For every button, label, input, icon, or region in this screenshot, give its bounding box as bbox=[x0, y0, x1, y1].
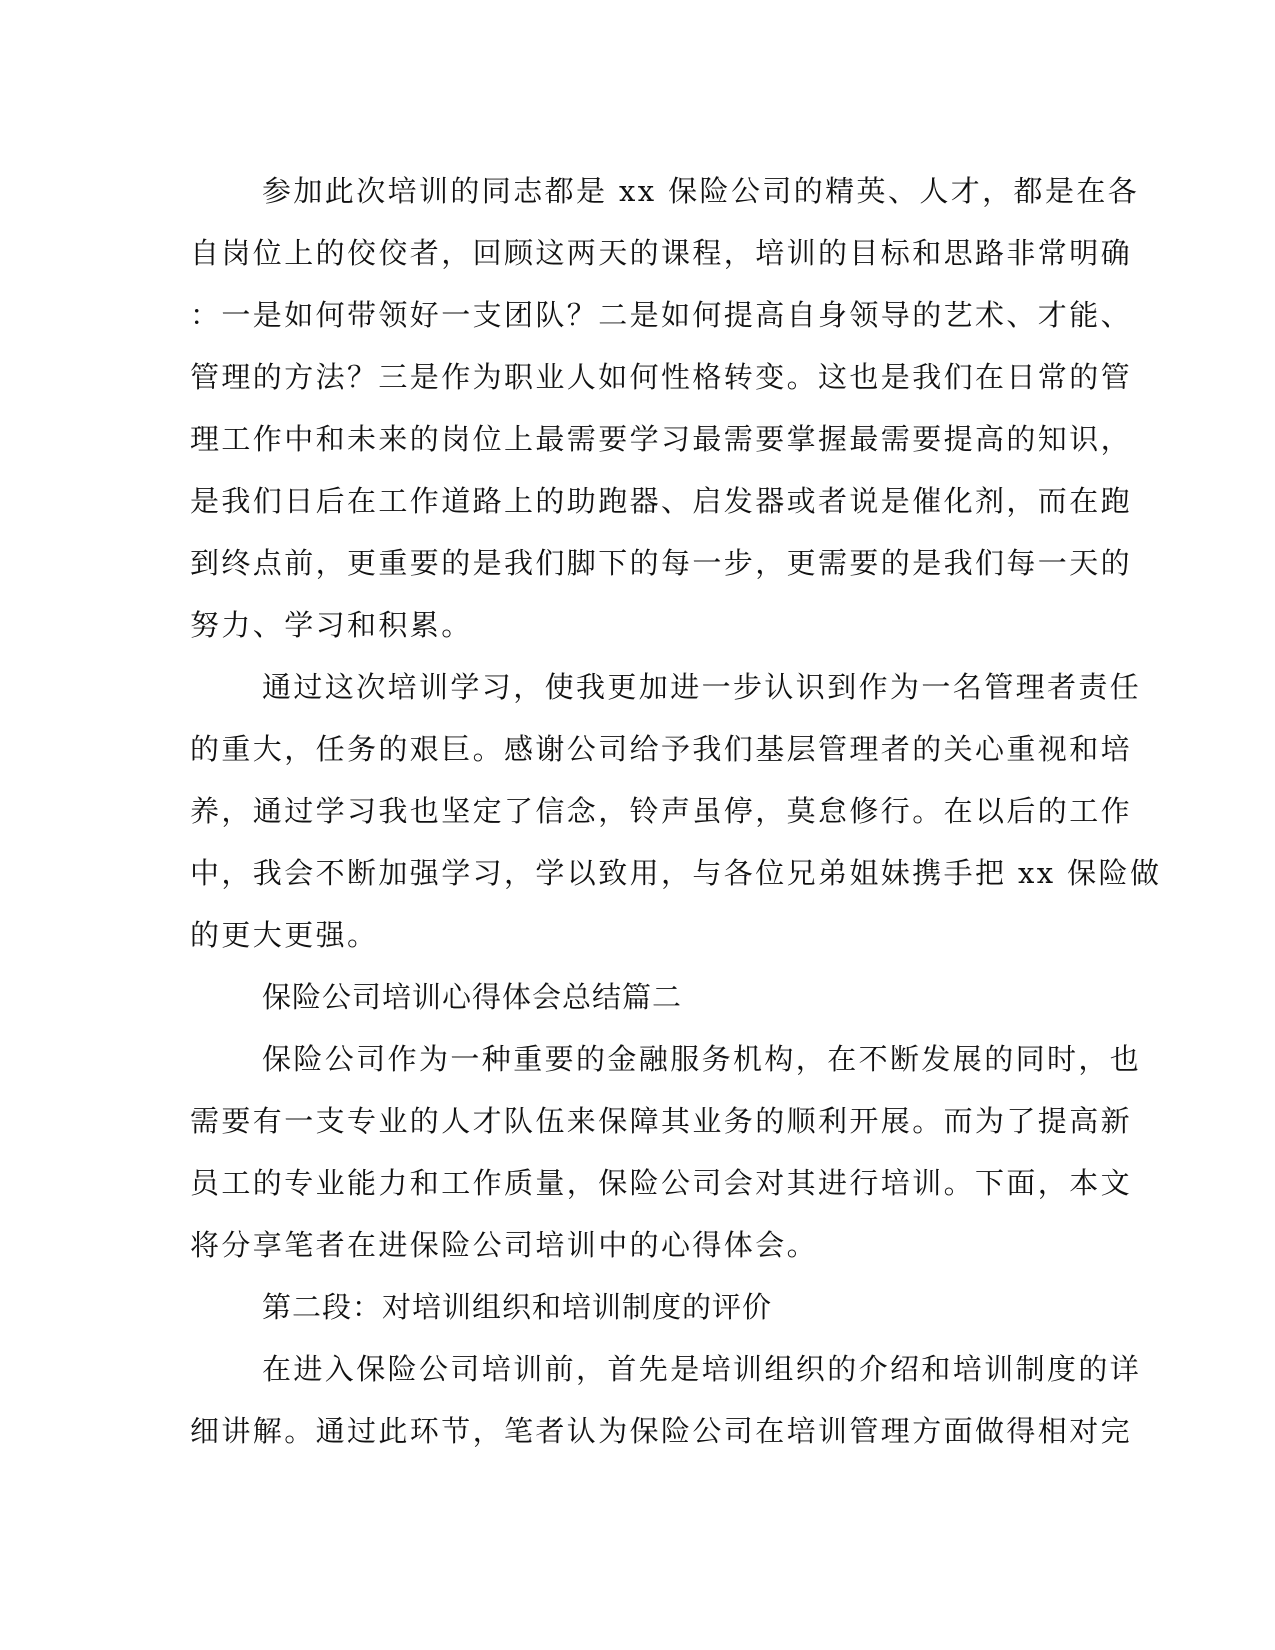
paragraph-1-line-3: ：一是如何带领好一支团队？二是如何提高自身领导的艺术、才能、 bbox=[190, 298, 1133, 332]
paragraph-3-line-4: 将分享笔者在进保险公司培训中的心得体会。 bbox=[190, 1228, 819, 1262]
paragraph-1-line-8: 努力、学习和积累。 bbox=[190, 608, 473, 642]
section-heading-second-paragraph: 第二段：对培训组织和培训制度的评价 bbox=[262, 1290, 773, 1324]
paragraph-1-line-6: 是我们日后在工作道路上的助跑器、启发器或者说是催化剂，而在跑 bbox=[190, 484, 1133, 518]
document-body bbox=[190, 160, 1162, 1462]
paragraph-2-line-3: 养，通过学习我也坚定了信念，铃声虽停，莫怠修行。在以后的工作 bbox=[190, 794, 1133, 828]
paragraph-2-line-5: 的更大更强。 bbox=[190, 918, 379, 952]
paragraph-1-line-1: 参加此次培训的同志都是 xx 保险公司的精英、人才，都是在各 bbox=[262, 174, 1140, 208]
paragraph-3-line-2: 需要有一支专业的人才队伍来保障其业务的顺利开展。而为了提高新 bbox=[190, 1104, 1133, 1138]
paragraph-2-line-2: 的重大，任务的艰巨。感谢公司给予我们基层管理者的关心重视和培 bbox=[190, 732, 1133, 766]
paragraph-1-line-4: 管理的方法？三是作为职业人如何性格转变。这也是我们在日常的管 bbox=[190, 360, 1133, 394]
paragraph-4-line-1: 在进入保险公司培训前，首先是培训组织的介绍和培训制度的详 bbox=[262, 1352, 1142, 1386]
paragraph-1-line-5: 理工作中和未来的岗位上最需要学习最需要掌握最需要提高的知识， bbox=[190, 422, 1133, 456]
paragraph-2-line-1: 通过这次培训学习，使我更加进一步认识到作为一名管理者责任 bbox=[262, 670, 1142, 704]
paragraph-2-line-4: 中，我会不断加强学习，学以致用，与各位兄弟姐妹携手把 xx 保险做 bbox=[190, 856, 1162, 890]
paragraph-1-line-7: 到终点前，更重要的是我们脚下的每一步，更需要的是我们每一天的 bbox=[190, 546, 1133, 580]
paragraph-1-line-2: 自岗位上的佼佼者，回顾这两天的课程，培训的目标和思路非常明确 bbox=[190, 236, 1133, 270]
paragraph-3-line-3: 员工的专业能力和工作质量，保险公司会对其进行培训。下面，本文 bbox=[190, 1166, 1133, 1200]
section-heading-part-two: 保险公司培训心得体会总结篇二 bbox=[262, 980, 683, 1014]
paragraph-4-line-2: 细讲解。通过此环节，笔者认为保险公司在培训管理方面做得相对完 bbox=[190, 1414, 1133, 1448]
paragraph-3-line-1: 保险公司作为一种重要的金融服务机构，在不断发展的同时，也 bbox=[262, 1042, 1142, 1076]
